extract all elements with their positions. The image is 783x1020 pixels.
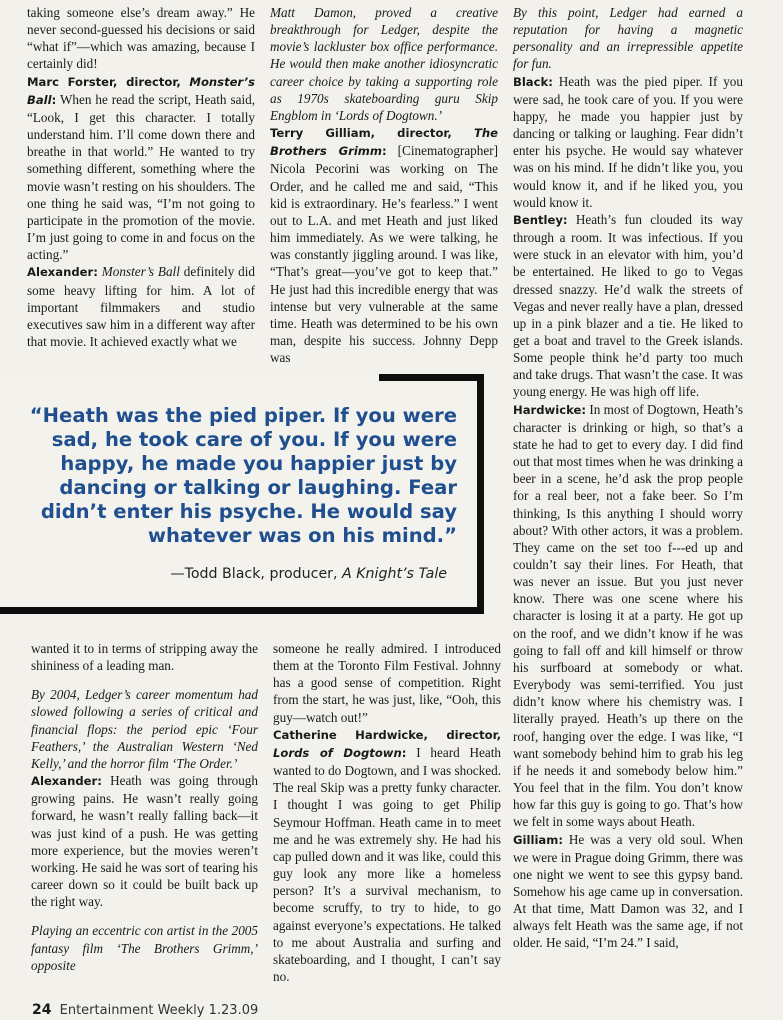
paragraph: Gilliam: He was a very old soul. When we were in Prague doing Grimm, there was one night we went to see this gypsy band. Somehow his age came up in conversation. At that time, Matt Damon was 32, and I always felt Heath was the same age, if not older. He said, “I’m 24.” I said, xyxy=(513,831,743,951)
paragraph: Marc Forster, director, Monster’s Ball: When he read the script, Heath said, “Look, I get this character. I totally understand him. I’ll come down there and breathe in that world.” He wanted to try something different, something where the movie wasn’t resting on his shoulders. The one thing he said was, “I’m not going to participate in the promotion of the movie. I’m just going to come in and focus on the acting.” xyxy=(27,74,255,263)
editor-intro: Matt Damon, proved a creative breakthrough for Ledger, despite the movie’s lackluster box office performance. He would then make another idiosyncratic career choice by taking a supporting role as 1970s skateboarding guru Skip Engblom in ‘Lords of Dogtown.’ xyxy=(270,5,498,123)
speaker-label: Alexander: xyxy=(27,265,98,280)
speaker-label: Black: xyxy=(513,74,553,89)
speaker-label: Terry Gilliam, director, The Brothers Grimm: xyxy=(270,126,498,159)
column-1-bottom xyxy=(31,640,258,974)
speaker-label: Marc Forster, director, Monster’s Ball: xyxy=(27,74,255,107)
paragraph: Black: Heath was the pied piper. If you were sad, he took care of you. If you were happy, he made you happier just by dancing or talking or laughing. Fear didn’t enter his psyche. He would say whatever was on his mind. If he didn’t like you, you would know it, and if he liked you, you would know it. xyxy=(513,73,743,210)
speaker-label: Gilliam: xyxy=(513,832,563,847)
page-folio xyxy=(32,1002,258,1018)
column-2-bottom xyxy=(273,640,501,985)
column-1-top xyxy=(27,4,255,350)
speaker-label: Bentley: xyxy=(513,212,568,227)
paragraph: Bentley: Heath’s fun clouded its way through a room. It was infectious. If you were stuck in an elevator with him, you’d be entertained. He liked to go to Vegas dressed snazzy. He’d walk the streets of Vegas and never really have a plan, dressed up in a pink blazer and a tie. He liked to get a boat and travel to the Greek islands. Some people think he’d party too much and take drugs. That wasn’t the case. It was young energy. He was high off life. xyxy=(513,211,743,400)
speaker-label: Alexander: xyxy=(31,774,102,789)
pull-quote-attribution: —Todd Black, producer, A Knight’s Tale xyxy=(170,566,447,582)
paragraph: Alexander: Heath was going through growing pains. He wasn’t really going forward, he wasn’t really falling back—it was just kind of a push. He was getting more experience, but the movies weren’t working. He said he was sort of tearing his career down so it could be built back up the right way. xyxy=(31,773,258,910)
editor-intro: By this point, Ledger had earned a reputation for having a magnetic personality and an irrepressible appetite for fun. xyxy=(513,5,743,72)
column-3 xyxy=(513,4,743,952)
paragraph: Alexander: Monster’s Ball definitely did some heavy lifting for him. A lot of important filmmakers and studio executives saw him in a different way after that movie. It achieved exactly what we xyxy=(27,264,256,349)
speaker-label: Catherine Hardwicke, director, Lords of Dogtown: xyxy=(273,727,501,760)
paragraph: wanted it to in terms of stripping away the shininess of a leading man. xyxy=(31,641,258,674)
paragraph: Hardwicke: In most of Dogtown, Heath’s character is drinking or high, so that’s a state he had to get to every day. I did find out that most times when he was drinking a beer in a scene, he’d ask the prop people for a real beer, not a fake beer. So I’m thinking, Is this anything I should worry about? With other actors, it was a problem. They came on the set too f---ed up and couldn’t say their lines. For Heath, that was never an issue. But you just never know. There was one scene where his character is losing it at a party. He got up on the roof, and we didn’t know if he was going to fall off and kill himself or throw his surfboard at somebody or what. Everybody was semi-terrified. You just didn’t know where his chemistry was. I literally prayed. Heath’s up there on the roof, hanging over the edge. I was like, “I want somebody behind him to grab his leg if he needs it and somebody below him.” You feel that in the film. You don’t know how far this guy is going to go. That’s how we felt in some ways about Heath. xyxy=(513,401,743,830)
pull-quote-text: “Heath was the pied piper. If you were sad, he took care of you. If you were happy, he made you happier just by dancing or talking or laughing. Fear didn’t enter his psyche. He would say whatever was on his mind.” xyxy=(29,404,457,548)
publication-date: Entertainment Weekly 1.23.09 xyxy=(59,1003,259,1018)
paragraph: taking someone else’s dream away.” He never second-guessed his decisions or said “what if”—which was amazing, because I certainly did! xyxy=(27,5,255,72)
editor-intro: By 2004, Ledger’s career momentum had slowed following a series of critical and financial flops: the period epic ‘Four Feathers,’ the Australian Western ‘Ned Kelly,’ and the horror film ‘The Order.’ xyxy=(31,687,258,771)
pull-quote xyxy=(0,374,484,614)
speaker-label: Hardwicke: xyxy=(513,402,586,417)
column-2-top xyxy=(270,4,498,366)
paragraph: Catherine Hardwicke, director, Lords of Dogtown: I heard Heath wanted to do Dogtown, and I was shocked. The real Skip was a pretty funky character. I thought I was going to get Philip Seymour Hoffman. Heath came in to meet me and he was extremely shy. He had his cap pulled down and it was like, could this guy look any more like a homeless person? It’s a survival mechanism, to become scruffy, to try to hide, to go against everyone’s expectations. He talked to me about Australia and surfing and skateboarding, and I thought, I can’t say no. xyxy=(273,727,501,984)
paragraph: someone he really admired. I introduced them at the Toronto Film Festival. Johnny has a good sense of competition. Right from the start, he was just, like, “Ooh, this guy—watch out!” xyxy=(273,641,501,725)
page-number: 24 xyxy=(32,1002,52,1018)
paragraph: Terry Gilliam, director, The Brothers Grimm: [Cinematographer] Nicola Pecorini was working on The Order, and he called me and said, “This kid is extraordinary. He’s fearless.” I went out to L.A. and met Heath and just liked him immediately. As we were talking, he was constantly jiggling around. I was like, “That’s great—you’ve got to keep that.” He just had this incredible energy that was intense but very vulnerable at the same time. Heath was determined to be his own man, despite his success. Johnny Depp was xyxy=(270,126,498,366)
editor-intro: Playing an eccentric con artist in the 2005 fantasy film ‘The Brothers Grimm,’ opposite xyxy=(31,923,258,973)
